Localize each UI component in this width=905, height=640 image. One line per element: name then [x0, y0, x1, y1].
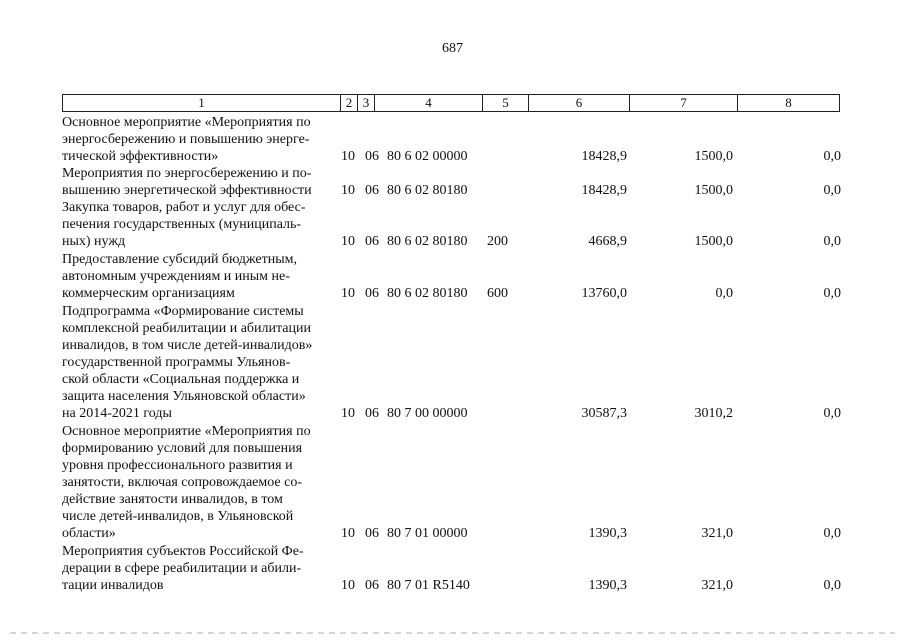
cell-target-code: 80 7 00 00000	[387, 406, 468, 421]
cell-razdel: 10	[341, 183, 355, 198]
cell-podrazdel: 06	[365, 406, 379, 421]
cell-target-code: 80 6 02 00000	[387, 149, 468, 164]
cell-podrazdel: 06	[365, 183, 379, 198]
row-values	[0, 148, 905, 165]
row-name-line: коммерческим организациям	[62, 286, 235, 301]
row-name-line: занятости, включая сопровождаемое со-	[62, 475, 303, 490]
cell-col-8: 0,0	[823, 526, 841, 541]
header-col-3: 3	[362, 95, 370, 110]
row-values	[0, 285, 905, 302]
header-col-6: 6	[575, 95, 583, 110]
cell-col-8: 0,0	[823, 234, 841, 249]
row-name-line: комплексной реабилитации и абилитации	[62, 321, 311, 336]
cell-col-6: 4668,9	[588, 234, 627, 249]
row-name-line: на 2014-2021 годы	[62, 406, 172, 421]
cell-col-6: 1390,3	[588, 578, 627, 593]
row-name-line: дерации в сфере реабилитации и абили-	[62, 561, 302, 576]
row-values	[0, 577, 905, 594]
cell-col-8: 0,0	[823, 286, 841, 301]
cell-podrazdel: 06	[365, 526, 379, 541]
row-name-line: тической эффективности»	[62, 149, 219, 164]
row-name-line: автономным учреждениям и иным не-	[62, 269, 290, 284]
cell-col-7: 321,0	[701, 526, 733, 541]
cell-target-code: 80 7 01 00000	[387, 526, 468, 541]
row-name-line: государственной программы Ульянов-	[62, 355, 291, 370]
cell-target-code: 80 6 02 80180	[387, 234, 468, 249]
cell-col-7: 1500,0	[694, 149, 733, 164]
header-col-7: 7	[680, 95, 687, 110]
row-name-line: печения государственных (муниципаль-	[62, 217, 302, 232]
scan-artifact	[10, 632, 895, 634]
header-col-8: 8	[785, 95, 792, 110]
header-col-2: 2	[345, 95, 353, 110]
row-name-line: Подпрограмма «Формирование системы	[62, 304, 304, 319]
cell-col-6: 18428,9	[581, 149, 627, 164]
cell-podrazdel: 06	[365, 234, 379, 249]
row-name-line: действие занятости инвалидов, в том	[62, 492, 283, 507]
row-name-line: защита населения Ульяновской области»	[62, 389, 306, 404]
row-name-line: тации инвалидов	[62, 578, 164, 593]
cell-col-8: 0,0	[823, 406, 841, 421]
row-values	[0, 233, 905, 250]
cell-col-6: 30587,3	[581, 406, 627, 421]
cell-razdel: 10	[341, 406, 355, 421]
cell-col-7: 321,0	[701, 578, 733, 593]
cell-razdel: 10	[341, 578, 355, 593]
cell-razdel: 10	[341, 526, 355, 541]
cell-expense-type: 600	[487, 286, 508, 301]
page-number: 687	[442, 41, 463, 56]
header-col-5: 5	[502, 95, 509, 110]
cell-col-6: 1390,3	[588, 526, 627, 541]
cell-col-8: 0,0	[823, 183, 841, 198]
cell-razdel: 10	[341, 234, 355, 249]
row-name-line: инвалидов, в том числе детей-инвалидов»	[62, 338, 313, 353]
cell-col-7: 3010,2	[694, 406, 733, 421]
cell-target-code: 80 7 01 R5140	[387, 578, 470, 593]
cell-col-6: 18428,9	[581, 183, 627, 198]
cell-target-code: 80 6 02 80180	[387, 286, 468, 301]
row-name-line: Закупка товаров, работ и услуг для обес-	[62, 200, 306, 215]
cell-expense-type: 200	[487, 234, 508, 249]
row-name-line: Мероприятия по энергосбережению и по-	[62, 166, 312, 181]
row-name-line: ных) нужд	[62, 234, 126, 249]
header-col-4: 4	[425, 95, 432, 110]
cell-razdel: 10	[341, 149, 355, 164]
cell-col-7: 1500,0	[694, 183, 733, 198]
table-header	[62, 94, 840, 112]
row-name-line: формированию условий для повышения	[62, 441, 303, 456]
cell-col-8: 0,0	[823, 149, 841, 164]
cell-col-8: 0,0	[823, 578, 841, 593]
row-values	[0, 525, 905, 542]
cell-podrazdel: 06	[365, 286, 379, 301]
cell-col-7: 1500,0	[694, 234, 733, 249]
row-name-line: энергосбережению и повышению энерге-	[62, 132, 310, 147]
row-name-line: Предоставление субсидий бюджетным,	[62, 252, 298, 267]
row-name-line: вышению энергетической эффективности	[62, 183, 312, 198]
row-name-line: ской области «Социальная поддержка и	[62, 372, 300, 387]
cell-razdel: 10	[341, 286, 355, 301]
row-values	[0, 405, 905, 422]
row-name-line: области»	[62, 526, 116, 541]
row-name-line: Мероприятия субъектов Российской Фе-	[62, 544, 304, 559]
cell-col-7: 0,0	[715, 286, 733, 301]
row-name-line: уровня профессионального развития и	[62, 458, 293, 473]
cell-podrazdel: 06	[365, 578, 379, 593]
row-name-line: Основное мероприятие «Мероприятия по	[62, 424, 311, 439]
row-name-line: Основное мероприятие «Мероприятия по	[62, 115, 311, 130]
cell-col-6: 13760,0	[581, 286, 627, 301]
cell-podrazdel: 06	[365, 149, 379, 164]
cell-target-code: 80 6 02 80180	[387, 183, 468, 198]
header-col-1: 1	[198, 95, 205, 110]
row-name-line: числе детей-инвалидов, в Ульяновской	[62, 509, 294, 524]
row-values	[0, 182, 905, 199]
